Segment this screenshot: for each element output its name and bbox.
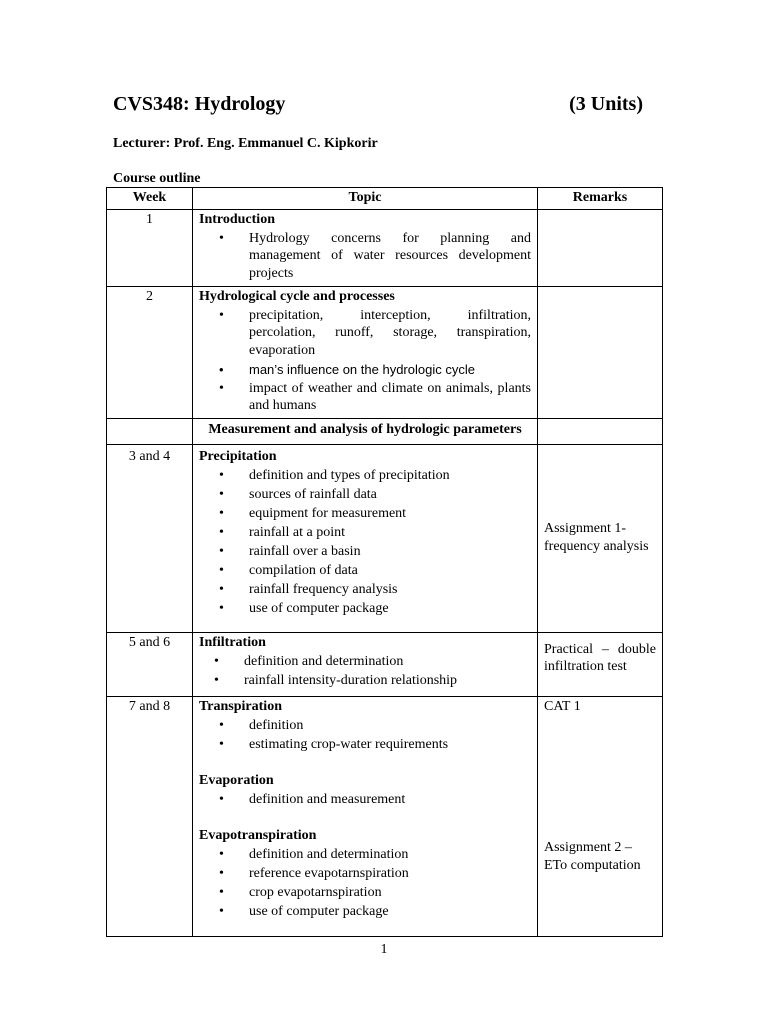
topic-cell <box>193 286 538 419</box>
course-units: (3 Units) <box>569 93 643 115</box>
week-cell: 7 and 8 <box>107 696 193 936</box>
list-item: • definition and measurement <box>249 791 531 809</box>
page-number: 1 <box>380 942 388 957</box>
remark-text: Practical – double infiltration test <box>544 641 656 674</box>
topic-title: Evaporation <box>199 772 274 788</box>
topic-list <box>199 230 531 283</box>
topic-list <box>199 653 531 690</box>
remarks-cell <box>538 696 663 936</box>
list-item: • definition and determination <box>244 653 531 671</box>
topic-list <box>199 846 531 921</box>
list-item: • precipitation, interception, infiltration, percolation, runoff, storage, transpiration, evaporation <box>249 307 531 360</box>
column-header-week: Week <box>107 188 193 210</box>
column-header-topic: Topic <box>193 188 538 210</box>
remark-text: Assignment 2 – ETo computation <box>544 840 641 873</box>
topic-title: Hydrological cycle and processes <box>199 288 395 304</box>
section-heading: Measurement and analysis of hydrologic parameters <box>208 422 522 437</box>
table-row <box>107 419 663 445</box>
course-outline-table <box>106 187 663 937</box>
topic-cell <box>193 632 538 696</box>
list-item: • rainfall over a basin <box>249 543 531 561</box>
topic-cell <box>193 419 538 445</box>
week-cell: 1 <box>107 209 193 286</box>
remarks-cell <box>538 419 663 445</box>
topic-list <box>199 307 531 415</box>
list-item: • equipment for measurement <box>249 505 531 523</box>
lecturer-line: Lecturer: Prof. Eng. Emmanuel C. Kipkorir <box>113 136 378 151</box>
list-item: • crop evapotarnspiration <box>249 884 531 902</box>
list-item: • impact of weather and climate on animals, plants and humans <box>249 380 531 415</box>
list-item: • rainfall frequency analysis <box>249 581 531 599</box>
page-title <box>113 93 643 116</box>
remark-text: CAT 1 <box>544 698 581 714</box>
table-row <box>107 286 663 419</box>
topic-title: Precipitation <box>199 448 277 464</box>
table-row <box>107 632 663 696</box>
list-item: • rainfall intensity-duration relationship <box>244 672 531 690</box>
remarks-cell <box>538 286 663 419</box>
topic-title: Infiltration <box>199 634 266 650</box>
topic-list <box>199 791 531 809</box>
table-row <box>107 696 663 936</box>
topic-title: Introduction <box>199 211 275 227</box>
week-cell: 5 and 6 <box>107 632 193 696</box>
list-item: • rainfall at a point <box>249 524 531 542</box>
remarks-cell <box>538 632 663 696</box>
column-header-remarks: Remarks <box>538 188 663 210</box>
list-item: • use of computer package <box>249 600 531 618</box>
list-item: • reference evapotarnspiration <box>249 865 531 883</box>
week-cell: 3 and 4 <box>107 444 193 632</box>
topic-title: Evapotranspiration <box>199 827 317 843</box>
list-item: • definition and determination <box>249 846 531 864</box>
topic-cell <box>193 696 538 936</box>
course-outline-heading: Course outline <box>113 171 201 186</box>
list-item: • use of computer package <box>249 903 531 921</box>
table-row <box>107 444 663 632</box>
course-title: CVS348: Hydrology <box>113 93 286 115</box>
list-item: • sources of rainfall data <box>249 486 531 504</box>
table-row <box>107 209 663 286</box>
topic-list <box>199 467 531 618</box>
week-cell: 2 <box>107 286 193 419</box>
topic-list <box>199 717 531 754</box>
list-item: • man’s influence on the hydrologic cycle <box>249 361 531 379</box>
remarks-cell <box>538 209 663 286</box>
list-item: • definition <box>249 717 531 735</box>
list-item: • Hydrology concerns for planning and management of water resources development projects <box>249 230 531 283</box>
topic-cell <box>193 209 538 286</box>
list-item: • definition and types of precipitation <box>249 467 531 485</box>
list-item: • estimating crop-water requirements <box>249 736 531 754</box>
list-item: • compilation of data <box>249 562 531 580</box>
week-cell <box>107 419 193 445</box>
remarks-cell: Assignment 1- frequency analysis <box>538 444 663 632</box>
topic-title: Transpiration <box>199 698 282 714</box>
topic-cell <box>193 444 538 632</box>
table-header-row <box>107 188 663 210</box>
